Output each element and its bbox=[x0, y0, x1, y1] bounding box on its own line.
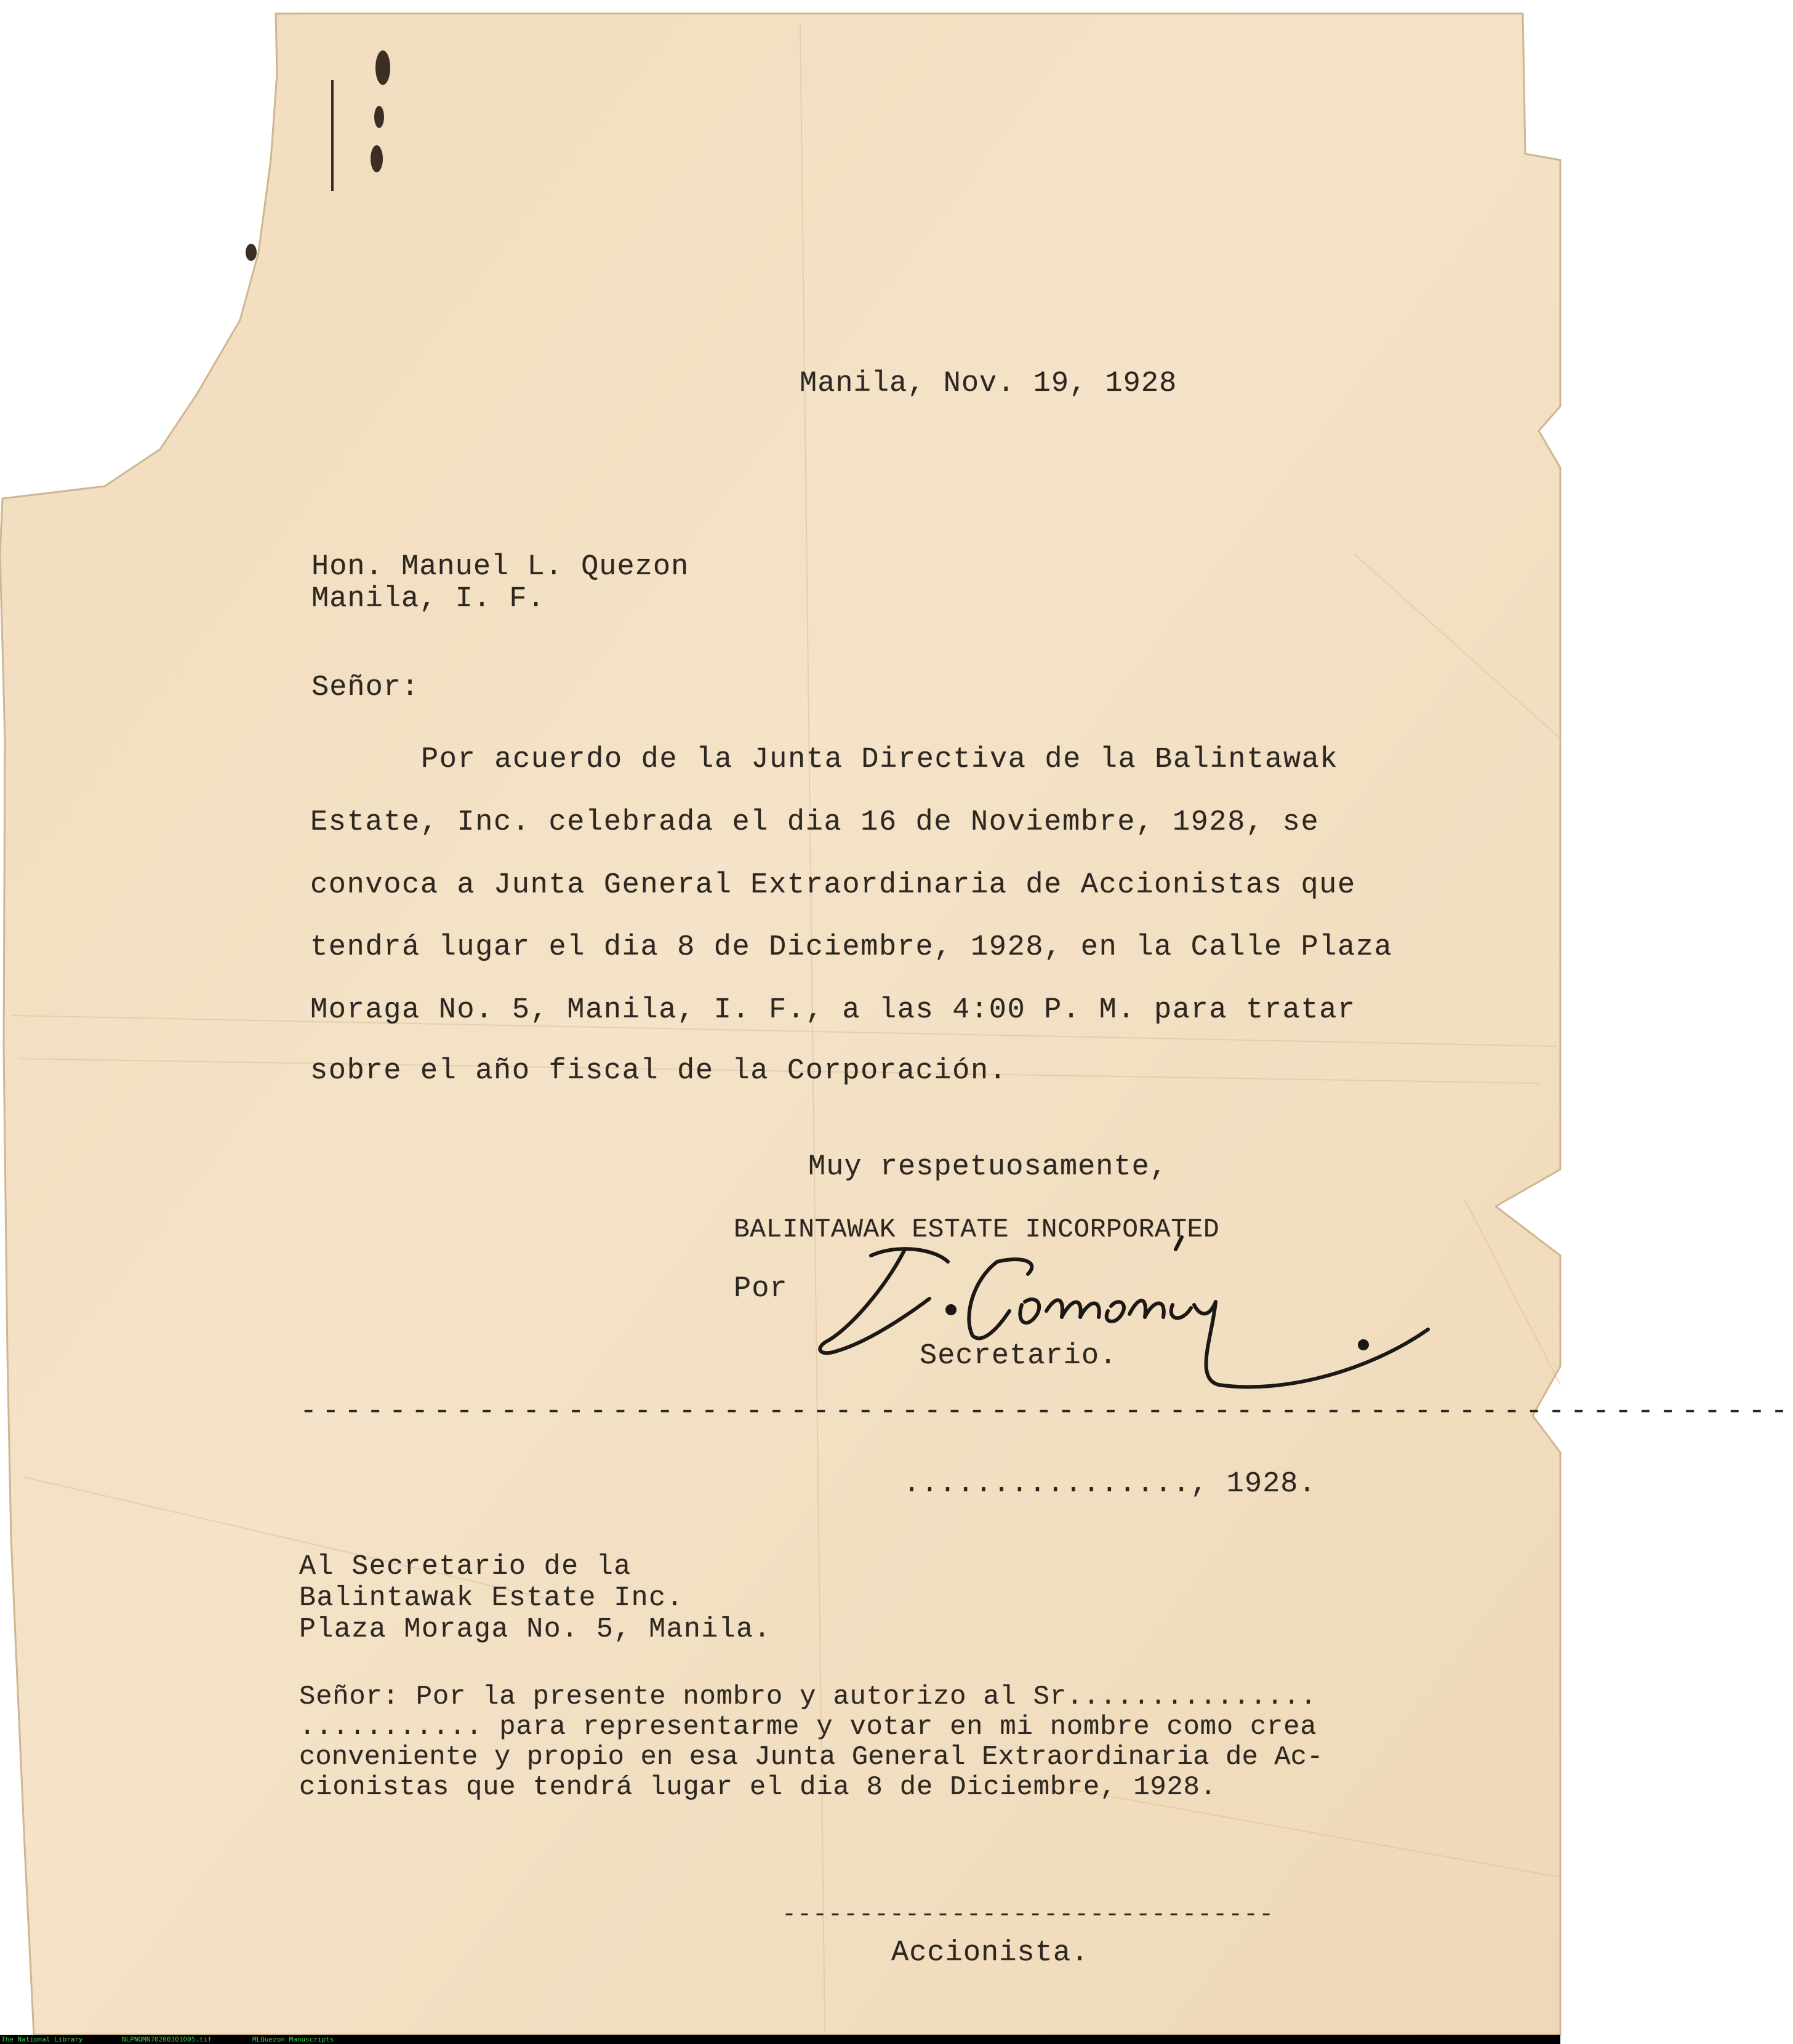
form-body-line: cionistas que tendrá lugar el dia 8 de Diciembre, 1928. bbox=[299, 1772, 1217, 1803]
form-body-line: conveniente y propio en esa Junta General Extraordinaria de Ac- bbox=[299, 1742, 1323, 1773]
form-address-line: Balintawak Estate Inc. bbox=[299, 1582, 684, 1614]
salutation: Señor: bbox=[311, 671, 420, 704]
letter-body-line: convoca a Junta General Extraordinaria de Accionistas que bbox=[310, 869, 1356, 902]
letter-body-line: sobre el año fiscal de la Corporación. bbox=[310, 1055, 1008, 1088]
form-address-line: Plaza Moraga No. 5, Manila. bbox=[299, 1614, 771, 1645]
recipient-name: Hon. Manuel L. Quezon bbox=[311, 551, 689, 583]
accionista-signature-line: -------------------------------- bbox=[782, 1901, 1275, 1929]
company-name: BALINTAWAK ESTATE INCORPORATED bbox=[734, 1214, 1220, 1244]
footer-file-name: NLPNQMN70200301005.tif bbox=[122, 2035, 212, 2043]
scan-footer-bar bbox=[0, 2035, 1560, 2044]
accionista-label: Accionista. bbox=[891, 1937, 1089, 1970]
letter-body-line: Por acuerdo de la Junta Directiva de la Balintawak bbox=[421, 743, 1339, 776]
form-date-line: ................, 1928. bbox=[903, 1468, 1317, 1501]
form-body-line: Señor: Por la presente nombro y autorizo al Sr............... bbox=[299, 1681, 1317, 1712]
form-body-line: ........... para representarme y votar en mi nombre como crea bbox=[299, 1712, 1317, 1742]
signer-title: Secretario. bbox=[920, 1340, 1118, 1373]
por-label: Por bbox=[734, 1273, 788, 1305]
letter-body-line: tendrá lugar el dia 8 de Diciembre, 1928, en la Calle Plaza bbox=[310, 931, 1393, 964]
footer-library: The National Library bbox=[1, 2035, 83, 2043]
letter-date: Manila, Nov. 19, 1928 bbox=[800, 367, 1177, 400]
recipient-city: Manila, I. F. bbox=[311, 583, 545, 615]
letter-body-line: Estate, Inc. celebrada el dia 16 de Noviembre, 1928, se bbox=[310, 806, 1320, 839]
closing: Muy respetuosamente, bbox=[808, 1151, 1168, 1184]
letter-body-line: Moraga No. 5, Manila, I. F., a las 4:00 P. M. para tratar bbox=[310, 994, 1356, 1027]
footer-collection: MLQuezon Manuscripts bbox=[252, 2035, 334, 2043]
separator-line: ------------------------------------------------------------------- bbox=[300, 1395, 1793, 1428]
form-address-line: Al Secretario de la bbox=[299, 1551, 632, 1582]
